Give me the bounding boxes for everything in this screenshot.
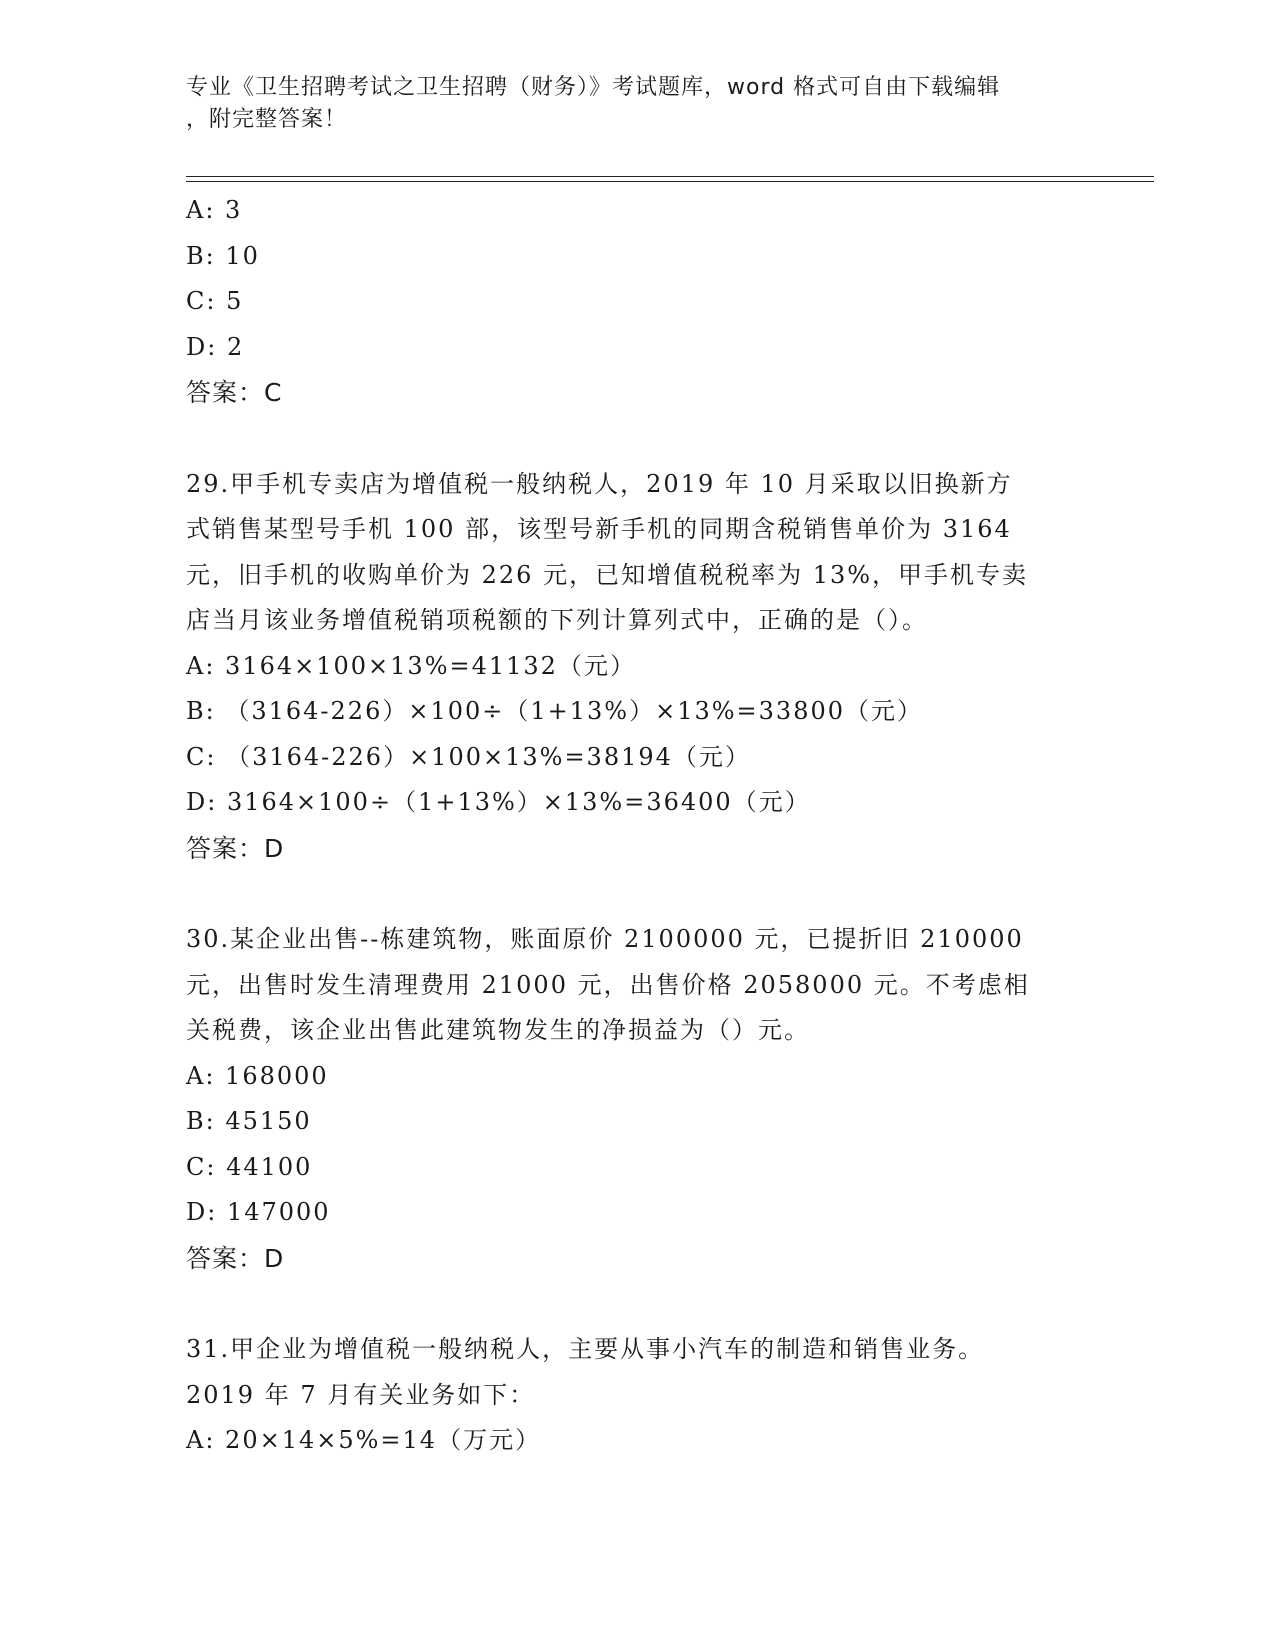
question-text-line: 29.甲手机专卖店为增值税一般纳税人，2019 年 10 月采取以旧换新方 bbox=[186, 469, 1013, 498]
option-d: D: 3164×100÷（1+13%）×13%=36400（元） bbox=[186, 788, 811, 816]
option-b: B: 45150 bbox=[186, 1107, 312, 1135]
question-list bbox=[186, 188, 1086, 1464]
question-31 bbox=[186, 1327, 1086, 1464]
question-29 bbox=[186, 462, 1086, 872]
option-b: B: 10 bbox=[186, 241, 260, 270]
question-text-line: 式销售某型号手机 100 部，该型号新手机的同期含税销售单价为 3164 bbox=[186, 515, 1012, 543]
question-text-line: 元，出售时发生清理费用 21000 元，出售价格 2058000 元。不考虑相 bbox=[186, 970, 1030, 999]
question-text-line: 元，旧手机的收购单价为 226 元，已知增值税税率为 13%，甲手机专卖 bbox=[186, 560, 1029, 589]
header-divider-bottom bbox=[186, 181, 1154, 182]
option-a: A: 20×14×5%=14（万元） bbox=[186, 1426, 542, 1454]
option-b: B: （3164-226）×100÷（1+13%）×13%=33800（元） bbox=[186, 697, 924, 725]
option-a: A: 3164×100×13%=41132（元） bbox=[186, 651, 636, 680]
question-text-line: 2019 年 7 月有关业务如下： bbox=[186, 1380, 536, 1409]
answer: 答案：C bbox=[186, 378, 283, 407]
option-c: C: 5 bbox=[186, 287, 244, 315]
question-text-line: 31.甲企业为增值税一般纳税人，主要从事小汽车的制造和销售业务。 bbox=[186, 1335, 985, 1363]
answer: 答案：D bbox=[186, 833, 285, 863]
header-divider-top bbox=[186, 176, 1154, 177]
answer: 答案：D bbox=[186, 1243, 285, 1273]
question-text-line: 店当月该业务增值税销项税额的下列计算列式中，正确的是（）。 bbox=[186, 606, 928, 634]
question-text-line: 30.某企业出售--栋建筑物，账面原价 2100000 元，已提折旧 210000 bbox=[186, 925, 1024, 953]
option-c: C: 44100 bbox=[186, 1152, 313, 1181]
header-line-1: 专业《卫生招聘考试之卫生招聘（财务）》考试题库，word 格式可自由下载编辑 bbox=[186, 75, 1001, 100]
option-a: A: 168000 bbox=[186, 1061, 329, 1090]
question-28-options bbox=[186, 188, 1086, 416]
option-d: D: 147000 bbox=[186, 1198, 331, 1226]
option-a: A: 3 bbox=[186, 196, 243, 224]
option-d: D: 2 bbox=[186, 332, 245, 361]
header-line-2: ，附完整答案！ bbox=[186, 107, 348, 132]
document-header bbox=[186, 72, 1066, 136]
option-c: C: （3164-226）×100×13%=38194（元） bbox=[186, 742, 751, 771]
question-30 bbox=[186, 917, 1086, 1281]
question-text-line: 关税费，该企业出售此建筑物发生的净损益为（）元。 bbox=[186, 1016, 810, 1044]
